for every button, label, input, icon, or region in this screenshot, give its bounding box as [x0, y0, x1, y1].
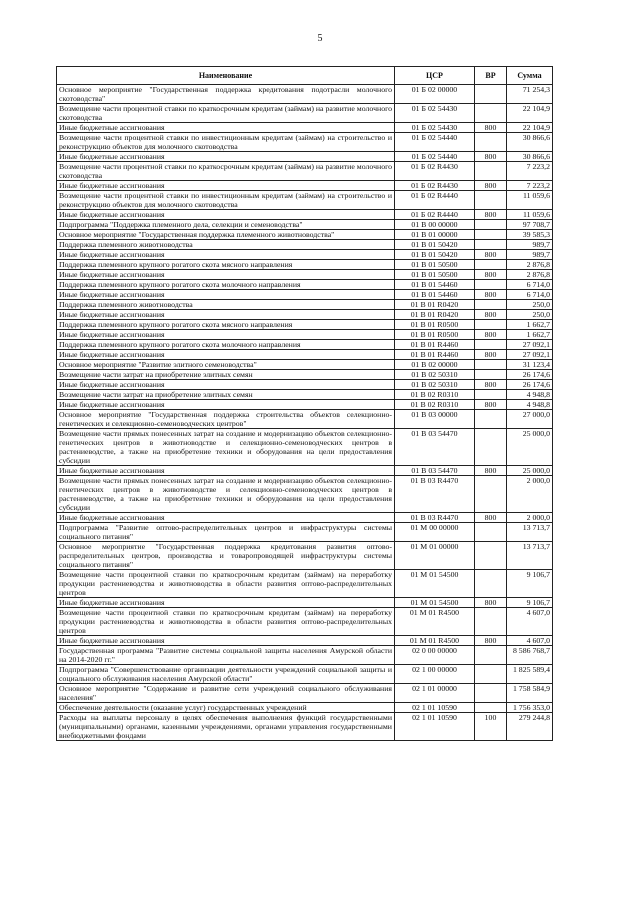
cell-vr: 800	[475, 380, 507, 390]
cell-name: Поддержка племенного крупного рогатого скота молочного направления	[57, 280, 395, 290]
table-row	[57, 429, 553, 466]
cell-vr: 800	[475, 466, 507, 476]
cell-vr	[475, 260, 507, 270]
table-body	[57, 85, 553, 741]
table-row	[57, 85, 553, 104]
cell-sum: 27 000,0	[507, 410, 553, 429]
table-row	[57, 191, 553, 210]
cell-name: Подпрограмма "Совершенствование организации деятельности учреждений социальной защиты и социального обслуживания населения Амурской области"	[57, 665, 395, 684]
cell-vr	[475, 684, 507, 703]
table-row	[57, 260, 553, 270]
table-row	[57, 290, 553, 300]
cell-sum: 9 106,7	[507, 598, 553, 608]
table-row	[57, 542, 553, 570]
header-vr: ВР	[475, 67, 507, 85]
cell-csr: 01 М 01 00000	[395, 542, 475, 570]
cell-name: Возмещение части прямых понесенных затрат на создание и модернизацию объектов селекционно-генетических центров в животноводстве и селекционно-семеноводческих центров в растениеводстве, а также на приобретение техники и оборудования на цели предоставления субсидии	[57, 476, 395, 513]
cell-vr: 800	[475, 210, 507, 220]
cell-csr: 01 Б 02 54440	[395, 152, 475, 162]
cell-csr: 01 М 00 00000	[395, 523, 475, 542]
cell-name: Иные бюджетные ассигнования	[57, 598, 395, 608]
cell-vr	[475, 340, 507, 350]
cell-vr	[475, 665, 507, 684]
table-row	[57, 598, 553, 608]
table-row	[57, 104, 553, 123]
table-row	[57, 330, 553, 340]
cell-name: Основное мероприятие "Государственная поддержка кредитования подотрасли молочного скотоводства"	[57, 85, 395, 104]
cell-csr: 01 В 03 54470	[395, 466, 475, 476]
cell-name: Возмещение части процентной ставки по инвестиционным кредитам (займам) на строительство и реконструкцию объектов для молочного скотоводства	[57, 133, 395, 152]
cell-name: Основное мероприятие "Государственная поддержка строительства объектов селекционно-генетических и селекционно-семеноводческих центров"	[57, 410, 395, 429]
table-row	[57, 230, 553, 240]
cell-csr: 01 В 01 50420	[395, 250, 475, 260]
table-row	[57, 250, 553, 260]
cell-sum: 71 254,3	[507, 85, 553, 104]
cell-vr: 800	[475, 152, 507, 162]
table-row	[57, 665, 553, 684]
cell-name: Возмещение части затрат на приобретение элитных семян	[57, 390, 395, 400]
cell-csr: 01 В 01 00000	[395, 230, 475, 240]
cell-name: Возмещение части прямых понесенных затрат на создание и модернизацию объектов селекционно-генетических центров в животноводстве и селекционно-семеноводческих центров в растениеводстве, а также на приобретение техники и оборудования на цели предоставления субсидии	[57, 429, 395, 466]
table-row	[57, 350, 553, 360]
cell-name: Поддержка племенного животноводства	[57, 300, 395, 310]
cell-vr	[475, 85, 507, 104]
cell-vr: 800	[475, 598, 507, 608]
cell-sum: 250,0	[507, 310, 553, 320]
cell-csr: 02 0 00 00000	[395, 646, 475, 665]
cell-vr	[475, 133, 507, 152]
cell-vr	[475, 703, 507, 713]
cell-vr	[475, 220, 507, 230]
cell-sum: 1 756 353,0	[507, 703, 553, 713]
cell-csr: 01 В 01 R4460	[395, 350, 475, 360]
cell-vr: 800	[475, 350, 507, 360]
table-row	[57, 320, 553, 330]
table-row	[57, 340, 553, 350]
cell-name: Иные бюджетные ассигнования	[57, 181, 395, 191]
cell-sum: 4 948,8	[507, 400, 553, 410]
cell-name: Поддержка племенного крупного рогатого скота мясного направления	[57, 260, 395, 270]
cell-vr	[475, 162, 507, 181]
cell-name: Иные бюджетные ассигнования	[57, 310, 395, 320]
cell-csr: 01 В 01 R0420	[395, 300, 475, 310]
cell-sum: 989,7	[507, 250, 553, 260]
cell-vr	[475, 230, 507, 240]
cell-sum: 27 092,1	[507, 340, 553, 350]
cell-sum: 279 244,8	[507, 713, 553, 741]
cell-name: Иные бюджетные ассигнования	[57, 636, 395, 646]
table-row	[57, 270, 553, 280]
table-row	[57, 133, 553, 152]
table-row	[57, 240, 553, 250]
table-row	[57, 608, 553, 636]
cell-vr: 800	[475, 310, 507, 320]
cell-sum: 4 948,8	[507, 390, 553, 400]
cell-csr: 01 М 01 54500	[395, 570, 475, 598]
table-row	[57, 684, 553, 703]
cell-vr: 800	[475, 636, 507, 646]
cell-sum: 2 876,8	[507, 270, 553, 280]
cell-vr	[475, 476, 507, 513]
cell-sum: 4 607,0	[507, 608, 553, 636]
cell-name: Государственная программа "Развитие системы социальной защиты населения Амурской области на 2014-2020 гг."	[57, 646, 395, 665]
cell-name: Поддержка племенного животноводства	[57, 240, 395, 250]
cell-vr	[475, 370, 507, 380]
cell-name: Обеспечение деятельности (оказание услуг) государственных учреждений	[57, 703, 395, 713]
cell-sum: 8 586 768,7	[507, 646, 553, 665]
cell-csr: 01 М 01 54500	[395, 598, 475, 608]
cell-sum: 39 585,3	[507, 230, 553, 240]
cell-sum: 989,7	[507, 240, 553, 250]
cell-name: Основное мероприятие "Государственная поддержка кредитования развития оптово-распределительных центров, производства и товаропроводящей инфраструктуры системы социального питания"	[57, 542, 395, 570]
cell-sum: 31 123,4	[507, 360, 553, 370]
cell-vr: 800	[475, 181, 507, 191]
cell-sum: 22 104,9	[507, 123, 553, 133]
cell-csr: 01 Б 02 R4440	[395, 191, 475, 210]
cell-vr: 800	[475, 330, 507, 340]
cell-csr: 01 В 01 54460	[395, 280, 475, 290]
cell-name: Возмещение части процентной ставки по краткосрочным кредитам (займам) на развитие молочного скотоводства	[57, 162, 395, 181]
cell-vr	[475, 320, 507, 330]
table-row	[57, 476, 553, 513]
cell-name: Иные бюджетные ассигнования	[57, 350, 395, 360]
budget-table	[56, 66, 553, 741]
table-row	[57, 370, 553, 380]
cell-vr	[475, 104, 507, 123]
cell-sum: 2 000,0	[507, 513, 553, 523]
cell-sum: 7 223,2	[507, 162, 553, 181]
header-csr: ЦСР	[395, 67, 475, 85]
cell-name: Иные бюджетные ассигнования	[57, 290, 395, 300]
cell-name: Возмещение части процентной ставки по краткосрочным кредитам (займам) на переработку продукции растениеводства и животноводства в области развития оптово-распределительных центров	[57, 570, 395, 598]
cell-vr: 800	[475, 290, 507, 300]
cell-name: Подпрограмма "Поддержка племенного дела, селекции и семеноводства"	[57, 220, 395, 230]
cell-sum: 13 713,7	[507, 523, 553, 542]
cell-name: Иные бюджетные ассигнования	[57, 466, 395, 476]
cell-sum: 11 059,6	[507, 191, 553, 210]
table-row	[57, 410, 553, 429]
cell-vr	[475, 390, 507, 400]
cell-csr: 01 М 01 R4500	[395, 636, 475, 646]
header-name: Наименование	[57, 67, 395, 85]
cell-csr: 01 В 01 50500	[395, 270, 475, 280]
cell-csr: 01 Б 02 54440	[395, 133, 475, 152]
cell-sum: 30 866,6	[507, 133, 553, 152]
cell-vr: 100	[475, 713, 507, 741]
cell-vr	[475, 429, 507, 466]
header-sum: Сумма	[507, 67, 553, 85]
cell-sum: 9 106,7	[507, 570, 553, 598]
cell-name: Иные бюджетные ассигнования	[57, 513, 395, 523]
cell-csr: 01 Б 02 54430	[395, 123, 475, 133]
cell-sum: 1 662,7	[507, 330, 553, 340]
cell-vr: 800	[475, 270, 507, 280]
table-row	[57, 300, 553, 310]
cell-sum: 22 104,9	[507, 104, 553, 123]
table-row	[57, 713, 553, 741]
cell-vr	[475, 646, 507, 665]
table-row	[57, 181, 553, 191]
cell-sum: 26 174,6	[507, 380, 553, 390]
cell-name: Основное мероприятие "Развитие элитного семеноводства"	[57, 360, 395, 370]
cell-vr	[475, 240, 507, 250]
cell-sum: 26 174,6	[507, 370, 553, 380]
cell-csr: 01 Б 02 R4430	[395, 162, 475, 181]
cell-sum: 2 876,8	[507, 260, 553, 270]
cell-sum: 6 714,0	[507, 290, 553, 300]
cell-csr: 01 Б 02 R4430	[395, 181, 475, 191]
cell-name: Иные бюджетные ассигнования	[57, 400, 395, 410]
cell-name: Иные бюджетные ассигнования	[57, 152, 395, 162]
cell-name: Иные бюджетные ассигнования	[57, 380, 395, 390]
cell-sum: 4 607,0	[507, 636, 553, 646]
table-row	[57, 360, 553, 370]
cell-sum: 25 000,0	[507, 429, 553, 466]
cell-csr: 01 В 02 50310	[395, 380, 475, 390]
cell-sum: 97 708,7	[507, 220, 553, 230]
cell-csr: 01 Б 02 54430	[395, 104, 475, 123]
cell-vr	[475, 410, 507, 429]
table-row	[57, 152, 553, 162]
cell-name: Основное мероприятие "Содержание и развитие сети учреждений социального обслуживания населения"	[57, 684, 395, 703]
table-row	[57, 523, 553, 542]
cell-name: Иные бюджетные ассигнования	[57, 270, 395, 280]
cell-sum: 27 092,1	[507, 350, 553, 360]
table-row	[57, 646, 553, 665]
cell-name: Иные бюджетные ассигнования	[57, 330, 395, 340]
table-row	[57, 513, 553, 523]
cell-vr	[475, 570, 507, 598]
page-number: 5	[317, 33, 323, 44]
cell-csr: 01 В 01 50420	[395, 240, 475, 250]
cell-vr	[475, 608, 507, 636]
cell-csr: 02 1 01 00000	[395, 684, 475, 703]
cell-csr: 01 В 02 00000	[395, 360, 475, 370]
cell-sum: 2 000,0	[507, 476, 553, 513]
cell-name: Расходы на выплаты персоналу в целях обеспечения выполнения функций государственными (муниципальными) органами, казенными учреждениями, органами управления государственными внебюджетными фондами	[57, 713, 395, 741]
cell-vr	[475, 280, 507, 290]
cell-name: Поддержка племенного крупного рогатого скота мясного направления	[57, 320, 395, 330]
cell-vr: 800	[475, 123, 507, 133]
cell-csr: 01 В 01 R4460	[395, 340, 475, 350]
cell-csr: 01 В 03 R4470	[395, 476, 475, 513]
cell-csr: 01 В 02 R0310	[395, 400, 475, 410]
cell-sum: 30 866,6	[507, 152, 553, 162]
cell-sum: 25 000,0	[507, 466, 553, 476]
cell-csr: 01 Б 02 00000	[395, 85, 475, 104]
cell-sum: 13 713,7	[507, 542, 553, 570]
cell-vr: 800	[475, 513, 507, 523]
cell-vr	[475, 523, 507, 542]
table-row	[57, 280, 553, 290]
cell-csr: 01 В 03 00000	[395, 410, 475, 429]
cell-sum: 6 714,0	[507, 280, 553, 290]
table-row	[57, 210, 553, 220]
table-row	[57, 400, 553, 410]
cell-name: Иные бюджетные ассигнования	[57, 250, 395, 260]
cell-csr: 01 В 02 50310	[395, 370, 475, 380]
cell-csr: 01 В 01 R0420	[395, 310, 475, 320]
table-row	[57, 162, 553, 181]
table-row	[57, 123, 553, 133]
cell-vr	[475, 191, 507, 210]
table-row	[57, 220, 553, 230]
cell-sum: 1 662,7	[507, 320, 553, 330]
cell-csr: 01 В 01 R0500	[395, 320, 475, 330]
cell-name: Возмещение части процентной ставки по инвестиционным кредитам (займам) на строительство и реконструкцию объектов для молочного скотоводства	[57, 191, 395, 210]
cell-name: Возмещение части процентной ставки по краткосрочным кредитам (займам) на развитие молочного скотоводства	[57, 104, 395, 123]
table-row	[57, 636, 553, 646]
cell-csr: 01 В 01 R0500	[395, 330, 475, 340]
cell-csr: 01 В 01 54460	[395, 290, 475, 300]
cell-csr: 01 Б 02 R4440	[395, 210, 475, 220]
cell-sum: 1 825 589,4	[507, 665, 553, 684]
table-row	[57, 570, 553, 598]
cell-csr: 01 М 01 R4500	[395, 608, 475, 636]
cell-vr: 800	[475, 400, 507, 410]
cell-csr: 02 1 01 10590	[395, 703, 475, 713]
cell-name: Иные бюджетные ассигнования	[57, 123, 395, 133]
cell-csr: 01 В 03 54470	[395, 429, 475, 466]
cell-name: Возмещение части затрат на приобретение элитных семян	[57, 370, 395, 380]
cell-name: Основное мероприятие "Государственная поддержка племенного животноводства"	[57, 230, 395, 240]
cell-csr: 01 В 03 R4470	[395, 513, 475, 523]
cell-vr: 800	[475, 250, 507, 260]
cell-vr	[475, 542, 507, 570]
cell-sum: 7 223,2	[507, 181, 553, 191]
cell-sum: 1 758 584,9	[507, 684, 553, 703]
table-row	[57, 380, 553, 390]
cell-sum: 11 059,6	[507, 210, 553, 220]
cell-sum: 250,0	[507, 300, 553, 310]
table-row	[57, 390, 553, 400]
cell-csr: 01 В 01 50500	[395, 260, 475, 270]
cell-name: Поддержка племенного крупного рогатого скота молочного направления	[57, 340, 395, 350]
cell-csr: 02 1 00 00000	[395, 665, 475, 684]
table-row	[57, 466, 553, 476]
table-header-row	[57, 67, 553, 85]
cell-vr	[475, 360, 507, 370]
table-row	[57, 703, 553, 713]
cell-name: Иные бюджетные ассигнования	[57, 210, 395, 220]
cell-csr: 02 1 01 10590	[395, 713, 475, 741]
cell-name: Подпрограмма "Развитие оптово-распределительных центров и инфраструктуры системы социального питания"	[57, 523, 395, 542]
cell-csr: 01 В 02 R0310	[395, 390, 475, 400]
cell-name: Возмещение части процентной ставки по краткосрочным кредитам (займам) на переработку продукции растениеводства и животноводства в области развития оптово-распределительных центров	[57, 608, 395, 636]
cell-vr	[475, 300, 507, 310]
table-row	[57, 310, 553, 320]
cell-csr: 01 В 00 00000	[395, 220, 475, 230]
